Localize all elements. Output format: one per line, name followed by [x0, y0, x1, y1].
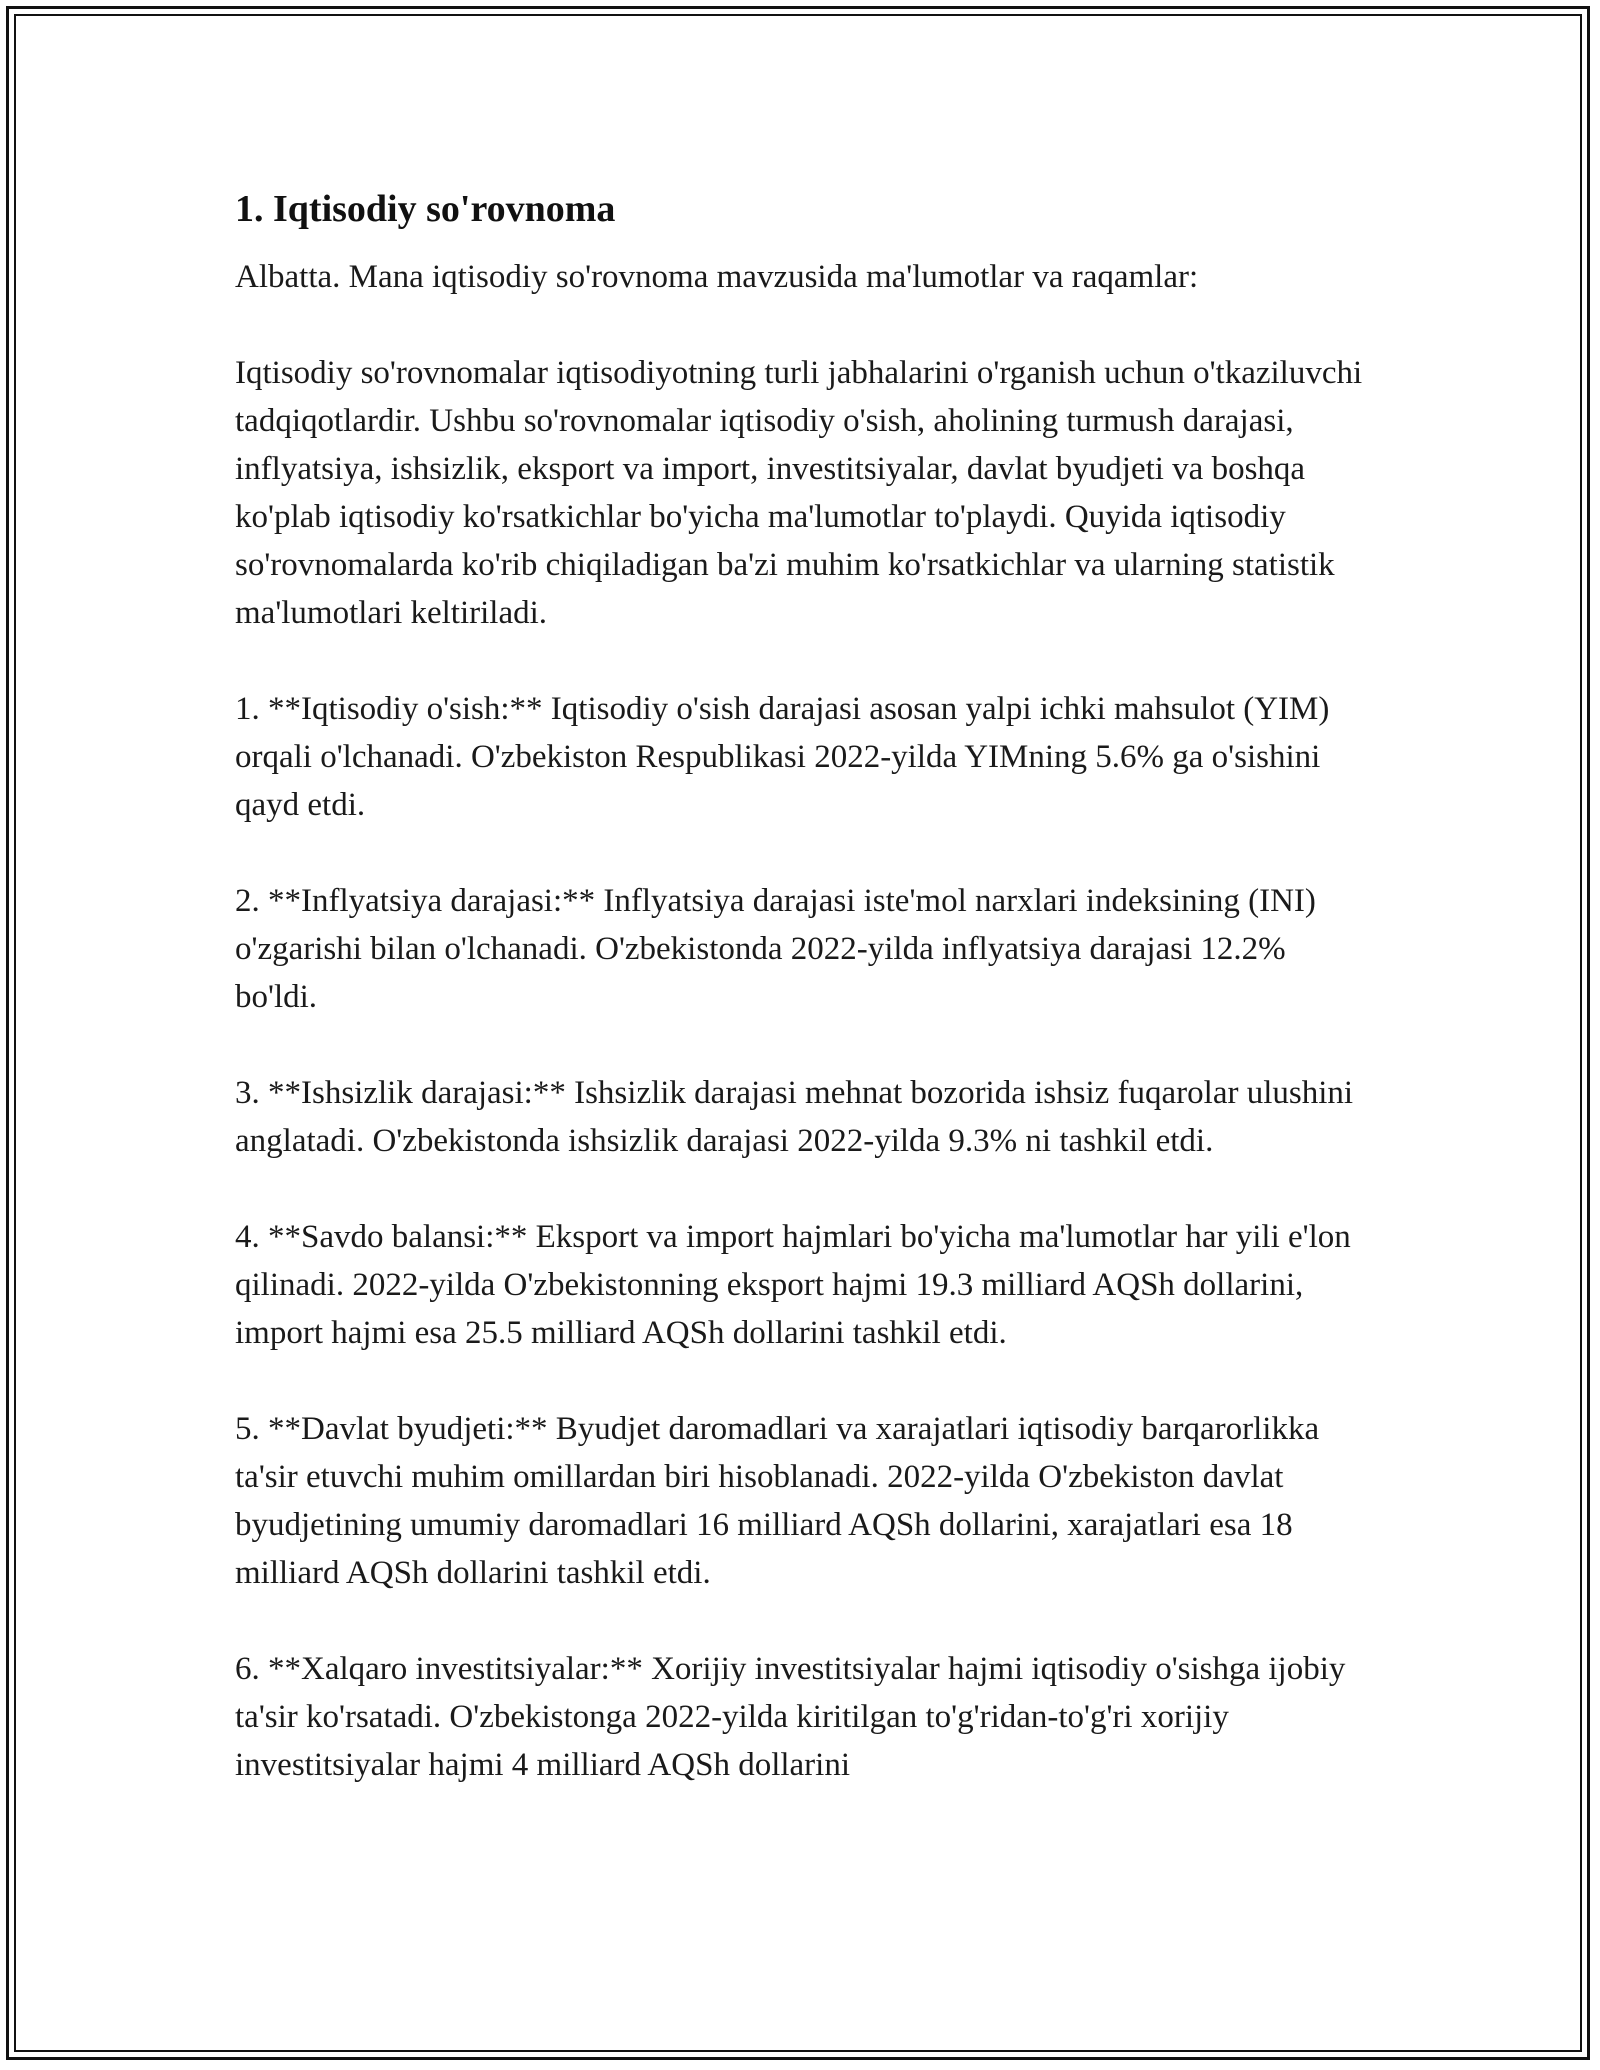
overview-paragraph: Iqtisodiy so'rovnomalar iqtisodiyotning turli jabhalarini o'rganish uchun o'tkaziluvchi tadqiqotlardir. Ushbu so'rovnomalar iqtisodiy o'sish, aholining turmush darajasi, inflyatsiya, ishsizlik, eksport va import, investitsiyalar, davlat byudjeti va boshqa ko'plab iqtisodiy ko'rsatkichlar bo'yicha ma'lumotlar to'playdi. Quyida iqtisodiy so'rovnomalarda ko'rib chiqiladigan ba'zi muhim ko'rsatkichlar va ularning statistik ma'lumotlari keltiriladi. — [235, 355, 1363, 631]
list-item-trade-balance: 4. **Savdo balansi:** Eksport va import hajmlari bo'yicha ma'lumotlar har yili e'lon qilinadi. 2022-yilda O'zbekistonning eksport hajmi 19.3 milliard AQSh dollarini, import hajmi esa 25.5 milliard AQSh dollarini tashkil etdi. — [235, 1219, 1351, 1351]
list-item-inflation: 2. **Inflyatsiya darajasi:** Inflyatsiya darajasi iste'mol narxlari indeksining (INI) o'zgarishi bilan o'lchanadi. O'zbekistonda 2022-yilda inflyatsiya darajasi 12.2% bo'ldi. — [235, 883, 1316, 1015]
document-body — [235, 185, 1365, 1789]
list-item-foreign-investment: 6. **Xalqaro investitsiyalar:** Xorijiy investitsiyalar hajmi iqtisodiy o'sishga ijobiy ta'sir ko'rsatadi. O'zbekistonga 2022-yilda kiritilgan to'g'ridan-to'g'ri xorijiy investitsiyalar hajmi 4 milliard AQSh dollarini — [235, 1651, 1346, 1783]
section-heading: 1. Iqtisodiy so'rovnoma — [235, 188, 616, 230]
list-item-economic-growth: 1. **Iqtisodiy o'sish:** Iqtisodiy o'sish darajasi asosan yalpi ichki mahsulot (YIM) orqali o'lchanadi. O'zbekiston Respublikasi 2022-yilda YIMning 5.6% ga o'sishini qayd etdi. — [235, 691, 1330, 823]
list-item-unemployment: 3. **Ishsizlik darajasi:** Ishsizlik darajasi mehnat bozorida ishsiz fuqarolar ulushini anglatadi. O'zbekistonda ishsizlik darajasi 2022-yilda 9.3% ni tashkil etdi. — [235, 1075, 1354, 1159]
list-item-state-budget: 5. **Davlat byudjeti:** Byudjet daromadlari va xarajatlari iqtisodiy barqarorlikka ta'sir etuvchi muhim omillardan biri hisoblanadi. 2022-yilda O'zbekiston davlat byudjetining umumiy daromadlari 16 milliard AQSh dollarini, xarajatlari esa 18 milliard AQSh dollarini tashkil etdi. — [235, 1411, 1320, 1591]
intro-paragraph: Albatta. Mana iqtisodiy so'rovnoma mavzusida ma'lumotlar va raqamlar: — [235, 259, 1199, 295]
